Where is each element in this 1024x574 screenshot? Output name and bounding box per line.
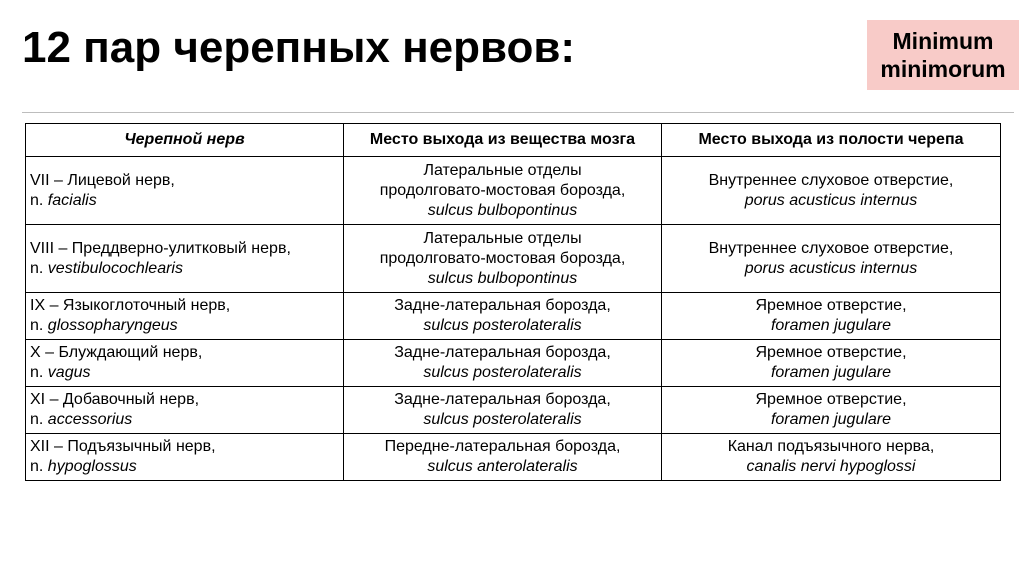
brain-exit-text: Задне-латеральная борозда, [394, 344, 611, 361]
nerve-prefix: n. [30, 411, 48, 428]
badge-line-2: minimorum [880, 56, 1006, 82]
nerve-prefix: n. [30, 364, 48, 381]
nerve-name: IX – Языкоглоточный нерв, [30, 297, 231, 314]
brain-exit-latin: sulcus bulbopontinus [427, 201, 578, 219]
skull-exit-cell [662, 340, 1001, 387]
brain-exit-latin: sulcus posterolateralis [423, 317, 582, 334]
nerve-latin-line [30, 410, 339, 430]
skull-exit-cell [662, 293, 1001, 340]
table-row [26, 387, 1001, 434]
skull-exit-text: Канал подъязычного нерва, [727, 438, 935, 455]
nerve-latin-line [30, 259, 339, 279]
cranial-nerves-table [25, 123, 1001, 481]
skull-exit-latin: foramen jugulare [770, 411, 892, 428]
nerve-prefix: n. [30, 191, 48, 209]
nerve-cell [26, 387, 344, 434]
nerve-name: XI – Добавочный нерв, [30, 391, 200, 408]
nerve-name: XII – Подъязычный нерв, [30, 438, 216, 455]
nerve-prefix: n. [30, 458, 48, 475]
nerve-prefix: n. [30, 259, 48, 277]
brain-exit-text: Задне-латеральная борозда, [394, 391, 611, 408]
nerve-latin: facialis [47, 191, 97, 209]
nerve-cell [26, 293, 344, 340]
table-row [26, 434, 1001, 481]
skull-exit-cell [662, 157, 1001, 225]
table-row [26, 340, 1001, 387]
brain-exit-cell [344, 434, 662, 481]
nerve-name: X – Блуждающий нерв, [30, 344, 203, 361]
nerve-latin-line [30, 457, 339, 477]
brain-exit-cell [344, 293, 662, 340]
skull-exit-text: Яремное отверстие, [755, 297, 907, 314]
nerve-latin-line [30, 191, 339, 211]
nerve-latin-line [30, 316, 339, 336]
header-skull-exit: Место выхода из полости черепа [662, 124, 1001, 157]
header-cranial-nerve: Черепной нерв [26, 124, 344, 157]
brain-exit-latin: sulcus anterolateralis [427, 458, 578, 475]
nerve-name: VII – Лицевой нерв, [30, 171, 175, 189]
nerve-cell [26, 434, 344, 481]
skull-exit-cell [662, 387, 1001, 434]
page-title: 12 пар черепных нервов: [22, 23, 576, 72]
brain-exit-latin: sulcus bulbopontinus [427, 269, 578, 287]
nerve-latin: accessorius [47, 411, 133, 428]
skull-exit-cell [662, 434, 1001, 481]
nerve-latin: vagus [47, 364, 91, 381]
nerve-latin: vestibulocochlearis [47, 259, 183, 277]
nerve-latin: glossopharyngeus [47, 317, 178, 334]
nerve-latin-line [30, 363, 339, 383]
skull-exit-latin: porus acusticus internus [744, 259, 918, 277]
brain-exit-cell [344, 157, 662, 225]
minimum-minimorum-badge [867, 20, 1019, 90]
nerve-name: VIII – Преддверно-улитковый нерв, [30, 239, 291, 257]
brain-exit-text: Передне-латеральная борозда, [384, 438, 621, 455]
brain-exit-text: Латеральные отделы [423, 161, 582, 179]
skull-exit-latin: foramen jugulare [770, 364, 892, 381]
skull-exit-text: Внутреннее слуховое отверстие, [708, 239, 954, 257]
skull-exit-text: Внутреннее слуховое отверстие, [708, 171, 954, 189]
brain-exit-cell [344, 387, 662, 434]
skull-exit-text: Яремное отверстие, [755, 344, 907, 361]
nerve-prefix: n. [30, 317, 48, 334]
brain-exit-text: продолговато-мостовая борозда, [379, 249, 626, 267]
brain-exit-text: Задне-латеральная борозда, [394, 297, 611, 314]
brain-exit-text: продолговато-мостовая борозда, [379, 181, 626, 199]
nerve-cell [26, 340, 344, 387]
brain-exit-cell [344, 225, 662, 293]
nerve-latin: hypoglossus [47, 458, 137, 475]
title-divider [22, 112, 1014, 113]
nerve-cell [26, 157, 344, 225]
skull-exit-cell [662, 225, 1001, 293]
nerve-cell [26, 225, 344, 293]
skull-exit-latin: porus acusticus internus [744, 191, 918, 209]
brain-exit-latin: sulcus posterolateralis [423, 364, 582, 381]
badge-line-1: Minimum [892, 28, 994, 54]
skull-exit-latin: canalis nervi hypoglossi [746, 458, 916, 475]
header-brain-exit: Место выхода из вещества мозга [344, 124, 662, 157]
table-row [26, 293, 1001, 340]
brain-exit-cell [344, 340, 662, 387]
table-row [26, 157, 1001, 225]
skull-exit-text: Яремное отверстие, [755, 391, 907, 408]
skull-exit-latin: foramen jugulare [770, 317, 892, 334]
table-row [26, 225, 1001, 293]
brain-exit-latin: sulcus posterolateralis [423, 411, 582, 428]
brain-exit-text: Латеральные отделы [423, 229, 582, 247]
table-header-row [26, 124, 1001, 157]
